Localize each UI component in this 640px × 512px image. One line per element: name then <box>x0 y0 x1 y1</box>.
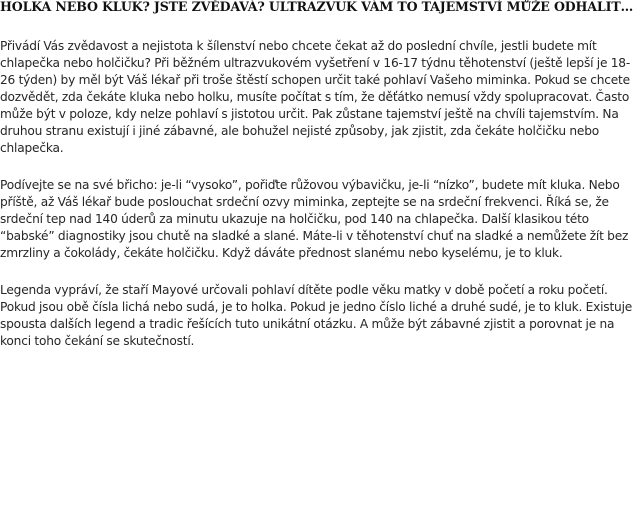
article-body <box>0 38 638 350</box>
paragraph-maya-legend: Legenda vypráví, že staří Mayové určovali pohlaví dítěte podle věku matky v době početí a roku početí. Pokud jsou obě čísla lichá nebo sudá, je to holka. Pokud je jedno číslo liché a druhé sudé, je to kluk. Existuje spousta dalších legend a tradic řešících tuto unikátní otázku. A může být zábavné zjistit a porovnat je na konci toho čekání se skutečností. <box>0 283 633 348</box>
article-title: HOLKA NEBO KLUK? JSTE ZVĚDAVÁ? ULTRAZVUK VÁM TO TAJEMSTVÍ MŮŽE ODHALIT… <box>0 0 634 14</box>
paragraph-folk-signs: Podívejte se na své břicho: je-li “vysoko”, pořiďte růžovou výbavičku, je-li “nízko”, budete mít kluka. Nebo příště, až Váš lékař bude poslouchat srdeční ozvy miminka, zeptejte se na srdeční frekvenci. Říká se, že srdeční tep nad 140 úderů za minutu ukazuje na holčičku, pod 140 na chlapečka. Další klasikou této “babské” diagnostiky jsou chutě na sladké a slané. Máte-li v těhotenství chuť na sladké a nemůžete žít bez zmrzliny a čokolády, čekáte holčičku. Když dáváte přednost slanému nebo kyselému, je to kluk. <box>0 178 629 260</box>
paragraph-ultrasound: Přivádí Vás zvědavost a nejistota k šílenství nebo chcete čekat až do poslední chvíle, jestli budete mít chlapečka nebo holčičku? Při běžném ultrazvukovém vyšetření v 16-17 týdnu těhotenství (ještě lepší je 18-26 týden) by měl být Váš lékař při troše štěstí schopen určit také pohlaví Vašeho miminka. Pokud se chcete dozvědět, zda čekáte kluka nebo holku, musíte počítat s tím, že děťátko nemusí vždy spolupracovat. Často může být v poloze, kdy nelze pohlaví s jistotou určit. Pak zůstane tajemství ještě na chvíli tajemstvím. Na druhou stranu existují i jiné zábavné, ale bohužel nejisté způsoby, jak zjistit, zda čekáte holčičku nebo chlapečka. <box>0 39 631 155</box>
